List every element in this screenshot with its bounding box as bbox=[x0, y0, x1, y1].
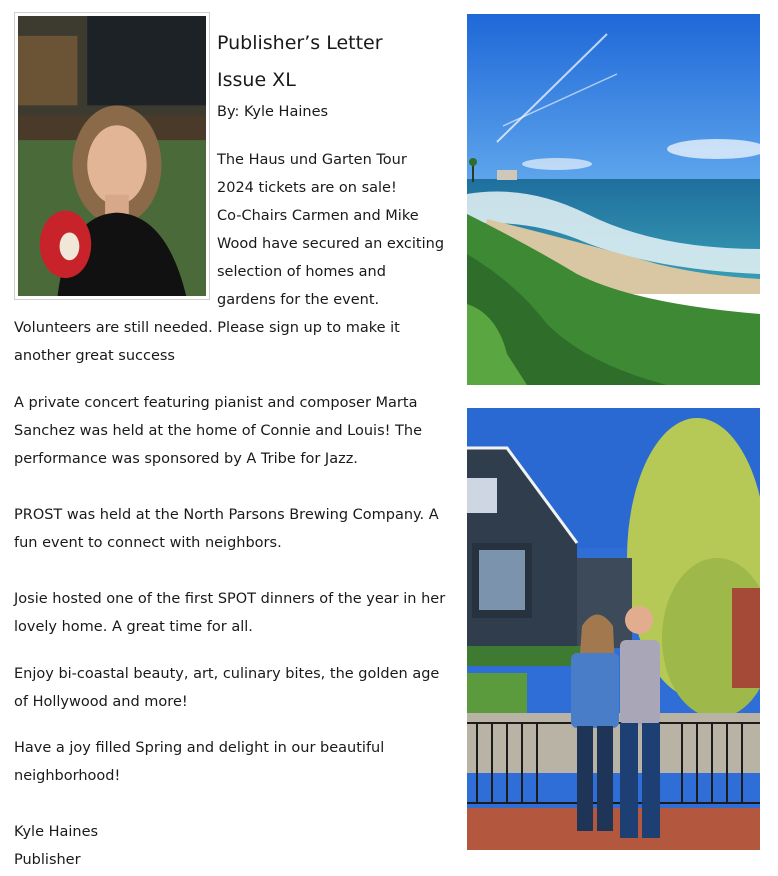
couple-house-photo bbox=[467, 408, 760, 850]
paragraph-1-line: Wood have secured an exciting bbox=[217, 236, 445, 252]
paragraph-3-line: PROST was held at the North Parsons Brewing Company. A bbox=[14, 507, 439, 523]
paragraph-5-line: of Hollywood and more! bbox=[14, 694, 188, 710]
paragraph-2-line: A private concert featuring pianist and composer Marta bbox=[14, 395, 418, 411]
coastline-photo bbox=[467, 14, 760, 385]
issue-title: Issue XL bbox=[217, 69, 296, 91]
paragraph-2-line: performance was sponsored by A Tribe for Jazz. bbox=[14, 451, 358, 467]
signature-role: Publisher bbox=[14, 852, 81, 868]
paragraph-1-line: Co-Chairs Carmen and Mike bbox=[217, 208, 419, 224]
letter-title: Publisher’s Letter bbox=[217, 32, 383, 54]
paragraph-1-line: another great success bbox=[14, 348, 175, 364]
paragraph-6-line: Have a joy filled Spring and delight in our beautiful bbox=[14, 740, 385, 756]
paragraph-5-line: Enjoy bi-coastal beauty, art, culinary bites, the golden age bbox=[14, 666, 440, 682]
paragraph-2-line: Sanchez was held at the home of Connie and Louis! The bbox=[14, 423, 423, 439]
paragraph-3-line: fun event to connect with neighbors. bbox=[14, 535, 282, 551]
byline: By: Kyle Haines bbox=[217, 104, 329, 120]
author-portrait-photo bbox=[14, 12, 210, 300]
paragraph-4-line: lovely home. A great time for all. bbox=[14, 619, 253, 635]
paragraph-1-line: selection of homes and bbox=[217, 264, 386, 280]
paragraph-1-line: 2024 tickets are on sale! bbox=[217, 180, 397, 196]
paragraph-1-line: gardens for the event. bbox=[217, 292, 380, 308]
signature-name: Kyle Haines bbox=[14, 824, 99, 840]
paragraph-1-line: The Haus und Garten Tour bbox=[217, 152, 407, 168]
paragraph-6-line: neighborhood! bbox=[14, 768, 121, 784]
paragraph-1-line: Volunteers are still needed. Please sign up to make it bbox=[14, 320, 400, 336]
paragraph-4-line: Josie hosted one of the first SPOT dinners of the year in her bbox=[14, 591, 446, 607]
